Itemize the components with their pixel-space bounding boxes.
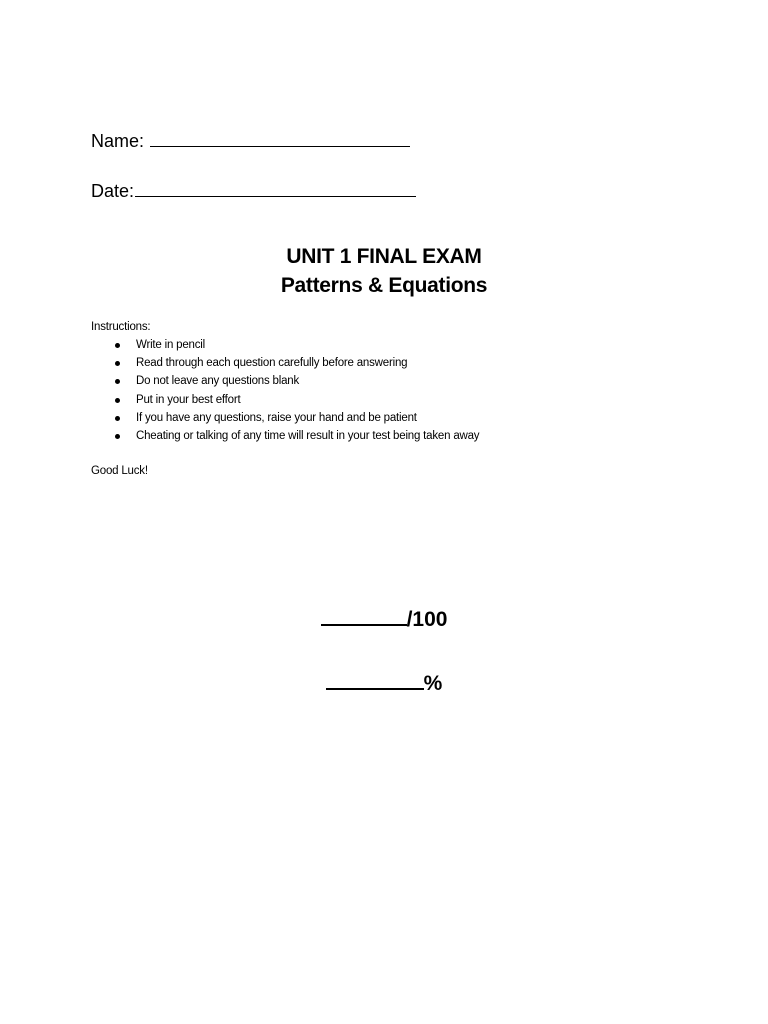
percent-blank-line[interactable] (326, 668, 424, 690)
exam-title: UNIT 1 FINAL EXAM (286, 245, 482, 268)
bullet-icon (115, 361, 120, 366)
bullet-icon (115, 434, 120, 439)
instructions-list (91, 336, 479, 445)
instruction-text: Cheating or talking of any time will result in your test being taken away (136, 429, 480, 442)
date-field (91, 180, 416, 202)
list-item (91, 409, 479, 427)
instruction-text: Do not leave any questions blank (136, 375, 300, 388)
name-blank-line[interactable] (150, 130, 410, 147)
name-field (91, 130, 410, 152)
date-blank-line[interactable] (135, 180, 416, 197)
score-blank-line[interactable] (321, 604, 407, 626)
list-item (91, 336, 479, 354)
score-total-suffix: /100 (406, 608, 448, 631)
bullet-icon (115, 416, 120, 421)
list-item (91, 391, 479, 409)
instructions-label: Instructions: (91, 321, 151, 333)
bullet-icon (115, 398, 120, 403)
score-percent (0, 668, 768, 697)
instruction-text: Read through each question carefully before answering (136, 357, 408, 370)
name-label: Name: (91, 131, 145, 151)
instruction-text: Write in pencil (136, 339, 206, 351)
good-luck-text: Good Luck! (91, 465, 148, 477)
score-percent-suffix: % (423, 672, 443, 695)
instruction-text: Put in your best effort (136, 393, 241, 406)
instruction-text: If you have any questions, raise your hand and be patient (136, 411, 417, 424)
score-total (0, 604, 768, 633)
list-item (91, 354, 479, 372)
bullet-icon (115, 379, 120, 384)
list-item (91, 427, 479, 445)
date-label: Date: (91, 181, 135, 201)
list-item (91, 372, 479, 390)
bullet-icon (115, 343, 120, 348)
exam-subtitle: Patterns & Equations (280, 274, 488, 297)
